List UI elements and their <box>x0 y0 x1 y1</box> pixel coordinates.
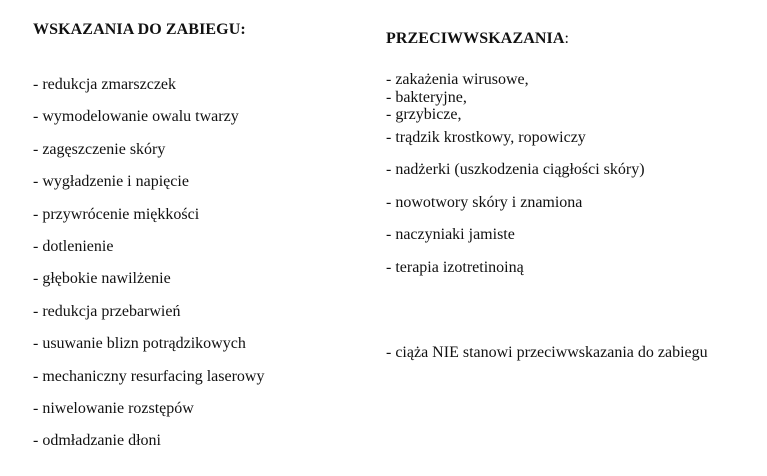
list-item: - mechaniczny resurfacing laserowy <box>33 367 265 385</box>
list-item: - zakażenia wirusowe, <box>386 71 529 88</box>
pregnancy-note: - ciąża NIE stanowi przeciwwskazania do zabiegu <box>386 344 708 361</box>
contraindications-heading <box>386 30 569 48</box>
list-item: - grzybicze, <box>386 106 462 123</box>
list-item: - nadżerki (uszkodzenia ciągłości skóry) <box>386 161 645 179</box>
list-item: - bakteryjne, <box>386 88 467 106</box>
list-item: - naczyniaki jamiste <box>386 226 515 244</box>
list-item: - przywrócenie miękkości <box>33 205 200 223</box>
list-item: - wygładzenie i napięcie <box>33 173 189 191</box>
heading-colon: : <box>564 30 570 47</box>
list-item: - wymodelowanie owalu twarzy <box>33 108 239 126</box>
list-item: - redukcja przebarwień <box>33 302 181 320</box>
list-item: - trądzik krostkowy, ropowiczy <box>386 129 586 146</box>
list-item: - niwelowanie rozstępów <box>33 399 194 417</box>
contraindications-list <box>386 72 645 292</box>
list-item: - odmładzanie dłoni <box>33 432 161 450</box>
indications-list <box>33 77 264 466</box>
list-item: - usuwanie blizn potrądzikowych <box>33 335 246 353</box>
indications-heading: WSKAZANIA DO ZABIEGU: <box>33 21 246 38</box>
list-item: - zagęszczenie skóry <box>33 140 166 158</box>
list-item: - nowotwory skóry i znamiona <box>386 193 583 211</box>
list-item: - redukcja zmarszczek <box>33 76 177 93</box>
list-item: - głębokie nawilżenie <box>33 270 171 288</box>
list-item: - dotlenienie <box>33 237 114 255</box>
list-item: - terapia izotretinoiną <box>386 258 524 276</box>
contraindications-heading-text: PRZECIWWSKAZANIA <box>386 30 565 47</box>
